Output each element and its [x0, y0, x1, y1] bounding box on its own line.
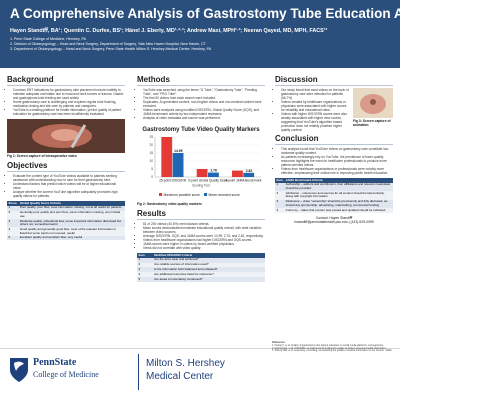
legend-label: Mean recorded score	[208, 192, 240, 197]
discussion-heading: Discussion	[275, 75, 393, 86]
y-tick-label: 0	[151, 175, 153, 180]
contact-name: Contact: Hayen Standiﬀ	[315, 215, 353, 220]
quality-markers-chart	[137, 123, 265, 201]
bullet: • Videos from healthcare organizations had higher DISCERN and GQS scores.	[143, 238, 265, 242]
y-tick-label: 5	[151, 167, 153, 172]
table-cell: 1	[275, 183, 284, 191]
table-cell: Is the information both balanced and unbiased?	[153, 267, 265, 272]
background-bullets	[7, 88, 125, 116]
y-tick-label: 15	[149, 151, 153, 156]
table-cell: Moderate quality, suboptimal flow, some important information discussed but others not, somewhat useful	[18, 219, 125, 227]
affiliation-line: 3. Department of Otolaryngology – Head and Neck Surgery, Penn State Health Milton S. Hershey Medical Center, Hershey, PA	[10, 47, 212, 51]
table-cell: Are the aims clear and achieved?	[153, 258, 265, 263]
references-heading: References	[272, 341, 285, 344]
results-bullets	[137, 222, 265, 250]
y-tick-label: 25	[149, 135, 153, 140]
table-cell: Are additional resources listed for reference?	[153, 272, 265, 277]
results-heading: Results	[137, 209, 265, 220]
table-cell: Poor quality, poor flow, most information missing, not at all useful for patients	[18, 206, 125, 211]
table-header: Global Quality Score Criteria	[18, 201, 125, 206]
table-cell: 1	[137, 258, 153, 263]
bullet: • Videos created by healthcare organizations or physicians were associated with higher scores for reliability and educational value.	[281, 100, 350, 112]
poster-title: A Comprehensive Analysis of Gastrostomy Tube Education Across YouTube	[10, 6, 499, 21]
references	[272, 342, 394, 353]
objectives-heading: Objectives	[7, 161, 125, 172]
background-heading: Background	[7, 75, 125, 86]
discussion-bullets	[275, 88, 350, 132]
bullet: • Average DISCERN, GQS, and JAMA scores were 14.99, 2.76, and 2.62, respectively.	[143, 234, 265, 238]
table-cell: Excellent quality and excellent flow, very useful	[18, 236, 125, 241]
table-cell: Disclosure – video "ownership" should be prominently and fully disclosed, as should any sponsorship, advertising, underwriting, commercial funding	[284, 200, 393, 208]
y-tick-label: 10	[149, 159, 153, 164]
conclusion-heading: Conclusion	[275, 134, 393, 145]
bullet: • Analyze whether the current YouTube algorithm adequately promotes high quality videos for patients.	[13, 190, 125, 198]
legend-swatch	[204, 193, 207, 196]
methods-bullets	[137, 88, 265, 120]
bullet: • 81 of 200 videos (40.5%) met inclusion criteria.	[143, 222, 265, 226]
table-row	[275, 208, 393, 213]
data-label: 14.99	[174, 149, 183, 154]
affiliations	[10, 37, 390, 52]
affiliation-line: 1. Penn State College of Medicine, Hershey, PA	[10, 37, 86, 41]
table-cell: Currency – dates that content was posted and updated should be indicated	[284, 208, 393, 213]
table-cell: Are reliable sources of information used?	[153, 263, 265, 268]
bar	[173, 153, 184, 177]
legend-swatch	[159, 193, 162, 196]
methods-heading: Methods	[137, 75, 265, 86]
discern-table	[137, 253, 265, 282]
jama-table	[275, 178, 393, 213]
table-cell: 5	[7, 236, 18, 241]
table-row	[275, 183, 393, 191]
bullet: • Mean scores demonstrated moderate educational quality overall, with wide variation between video sources.	[143, 226, 265, 234]
reference-item: 3. Silberg WM, et al. Assessing, controlling, and assuring the quality of medical information on the Internet. JAMA.	[272, 349, 393, 353]
table-cell: Authorship – authors and contributors, their affiliations and relevant credentials should be provided	[284, 183, 393, 191]
table-row	[7, 211, 125, 219]
reference-item: 1. Huang X, et al. Quality of gastrostomy tube patient education on social media platforms. Laryngoscope.	[272, 343, 384, 347]
author-list: Hayen Standiﬀ, BA¹; Quentin C. Durfee, BS¹; Hänel J. Eberly, MD¹·²·³; Andrew Maxi, MPH¹·²; Neeran Qayed, MD, MPH, FACS¹³	[10, 28, 328, 34]
bullet: • YouTube was searched using the terms "G Tube", "Gastrostomy Tube", "Feeding Tube", and "PEG Tube".	[143, 88, 265, 96]
x-axis-title: Scoring Tool	[192, 183, 210, 188]
intraoperative-video-image	[7, 119, 125, 153]
hershey-medical-center-line2: Medical Center	[146, 371, 214, 382]
animation-image	[353, 88, 393, 118]
table-header: Item	[137, 253, 153, 258]
bar	[243, 173, 254, 177]
table-cell: Attribution – references and sources for all content should be listed clearly, along with copyright information	[284, 191, 393, 199]
conclusion-bullets	[275, 147, 393, 175]
footer-divider	[138, 354, 139, 390]
bullet: • Common ENT indications for gastrostomy tube placement include inability to maintain adequate oral intake due to head and neck tumors or trauma. Gastric and gastrojejunal tube feeding are used widely.	[13, 88, 125, 100]
bar	[232, 171, 243, 177]
data-label: 2.76	[210, 168, 217, 173]
column-right	[275, 75, 393, 224]
y-tick-label: 20	[149, 143, 153, 148]
bullet: • Videos with higher DISCERN scores were also weakly associated with higher view counts, suggesting that YouTube's algorithm-based promotion does not reliably prioritize higher quality content.	[281, 112, 350, 132]
affiliation-line: 2. Division of Otolaryngology – Head and Neck Surgery, Department of Surgery, Yale-New Haven Hospital, New Haven, CT	[10, 42, 206, 46]
table-cell: 4	[275, 208, 284, 213]
x-tick-label: 25-point DISCERN	[159, 178, 187, 183]
table-row	[137, 277, 265, 282]
bullet: • Videos were analyzed using modified DISCERN, Global Quality Score (GQS), and JAMA benchmark criteria by two independent reviewers.	[143, 108, 265, 116]
hershey-medical-center-line1: Milton S. Hershey	[146, 358, 225, 369]
table-cell: 3	[137, 267, 153, 272]
bullet: • Views did not correlate with video quality.	[143, 246, 265, 250]
chart-title: Gastrostomy Tube Video Quality Markers	[142, 127, 260, 133]
data-label: 2.62	[245, 168, 253, 173]
bullet: • JAMA scores were higher in videos by board-certified physicians.	[143, 242, 265, 246]
table-cell: Are areas of uncertainty mentioned?	[153, 277, 265, 282]
gqs-table	[7, 201, 125, 240]
table-header: Modified DISCERN Criteria	[153, 253, 265, 258]
table-header: Score	[8, 200, 17, 205]
bar	[208, 173, 219, 177]
bullet: • The first 50 videos from each search were included.	[143, 96, 265, 100]
table-cell: 2	[137, 263, 153, 268]
bar	[197, 169, 208, 177]
table-row	[7, 236, 125, 241]
legend-label: Maximum possible score	[163, 192, 200, 197]
table-header: Item	[276, 177, 283, 182]
objectives-bullets	[7, 174, 125, 198]
bullet: • As patients increasingly rely on YouTube, the prevalence of lower-quality resources highlights the need for healthcare professionals to produce more patient-oriented videos.	[281, 155, 393, 167]
bullet: • Evaluate the content type of YouTube videos available to patients seeking assistance with understanding how to care for their gastrostomy tube.	[13, 174, 125, 182]
table-cell: Good quality and generally good flow, most of the relevant information is listed but some topics not covered, useful	[18, 227, 125, 235]
penn-state-shield-icon	[8, 357, 30, 383]
figure-caption: Fig 1: Screen capture of intraoperative video	[7, 154, 77, 158]
bullet: • YouTube is a leading platform for health information, yet the quality of patient education for gastrostomy care has been insufficiently evaluated.	[13, 108, 125, 116]
table-cell: 5	[137, 277, 153, 282]
bullet: • Understand factors that predict which videos will be of higher educational value.	[13, 182, 125, 190]
column-left	[7, 75, 125, 240]
table-cell: Generally poor quality and poor flow, some information missing, very limited use	[18, 211, 125, 219]
contact-email[interactable]: hstandiff@pennstatehealth.psu.edu | (413) 629-0099	[294, 219, 374, 224]
bullet: • Duplicates, AI-generated content, non-English videos and non-medical content were excluded.	[143, 100, 265, 108]
figure-caption: Fig 3: Screen capture of animation	[353, 119, 391, 127]
poster-header	[0, 0, 499, 68]
bullet: • This analysis found that YouTube videos on gastrostomy care constitute low-moderate quality content.	[281, 147, 393, 155]
table-cell: 3	[275, 200, 284, 208]
table-cell: 2	[7, 211, 18, 219]
x-tick-label: 4-point JAMA Benchmark	[225, 178, 262, 183]
bullet: • Videos from healthcare organizations or professionals were notably more effective, emphasizing their critical role in improving public health education.	[281, 167, 393, 175]
table-cell: 3	[7, 219, 18, 227]
figure-caption: Fig 2: Gastrostomy video quality markers	[137, 202, 202, 206]
x-tick-label: 5-point Global Quality Scale	[188, 178, 228, 183]
bullet: • Home gastrostomy care is challenging and requires regular tube flushing, medication dosing and site care by patients and caregivers.	[13, 100, 125, 108]
bullet: • Analysis of video metadata and source was performed.	[143, 116, 265, 120]
college-of-medicine-label: College of Medicine	[33, 370, 99, 379]
table-header: JAMA Benchmark Criteria	[284, 178, 393, 183]
bar	[161, 137, 172, 177]
reference-item: 2. Charnock D, et al. DISCERN: an instrument for judging the quality of written consumer health information.	[272, 346, 387, 350]
bullet: • Our study found that most videos on the topic of gastrostomy care were intended for patients (66.7%).	[281, 88, 350, 100]
table-cell: 4	[137, 272, 153, 277]
column-middle	[137, 75, 265, 282]
penn-state-wordmark: PennState	[33, 357, 77, 368]
table-cell: 1	[7, 206, 18, 211]
table-cell: 4	[7, 227, 18, 235]
table-row	[275, 200, 393, 208]
table-cell: 2	[275, 191, 284, 199]
